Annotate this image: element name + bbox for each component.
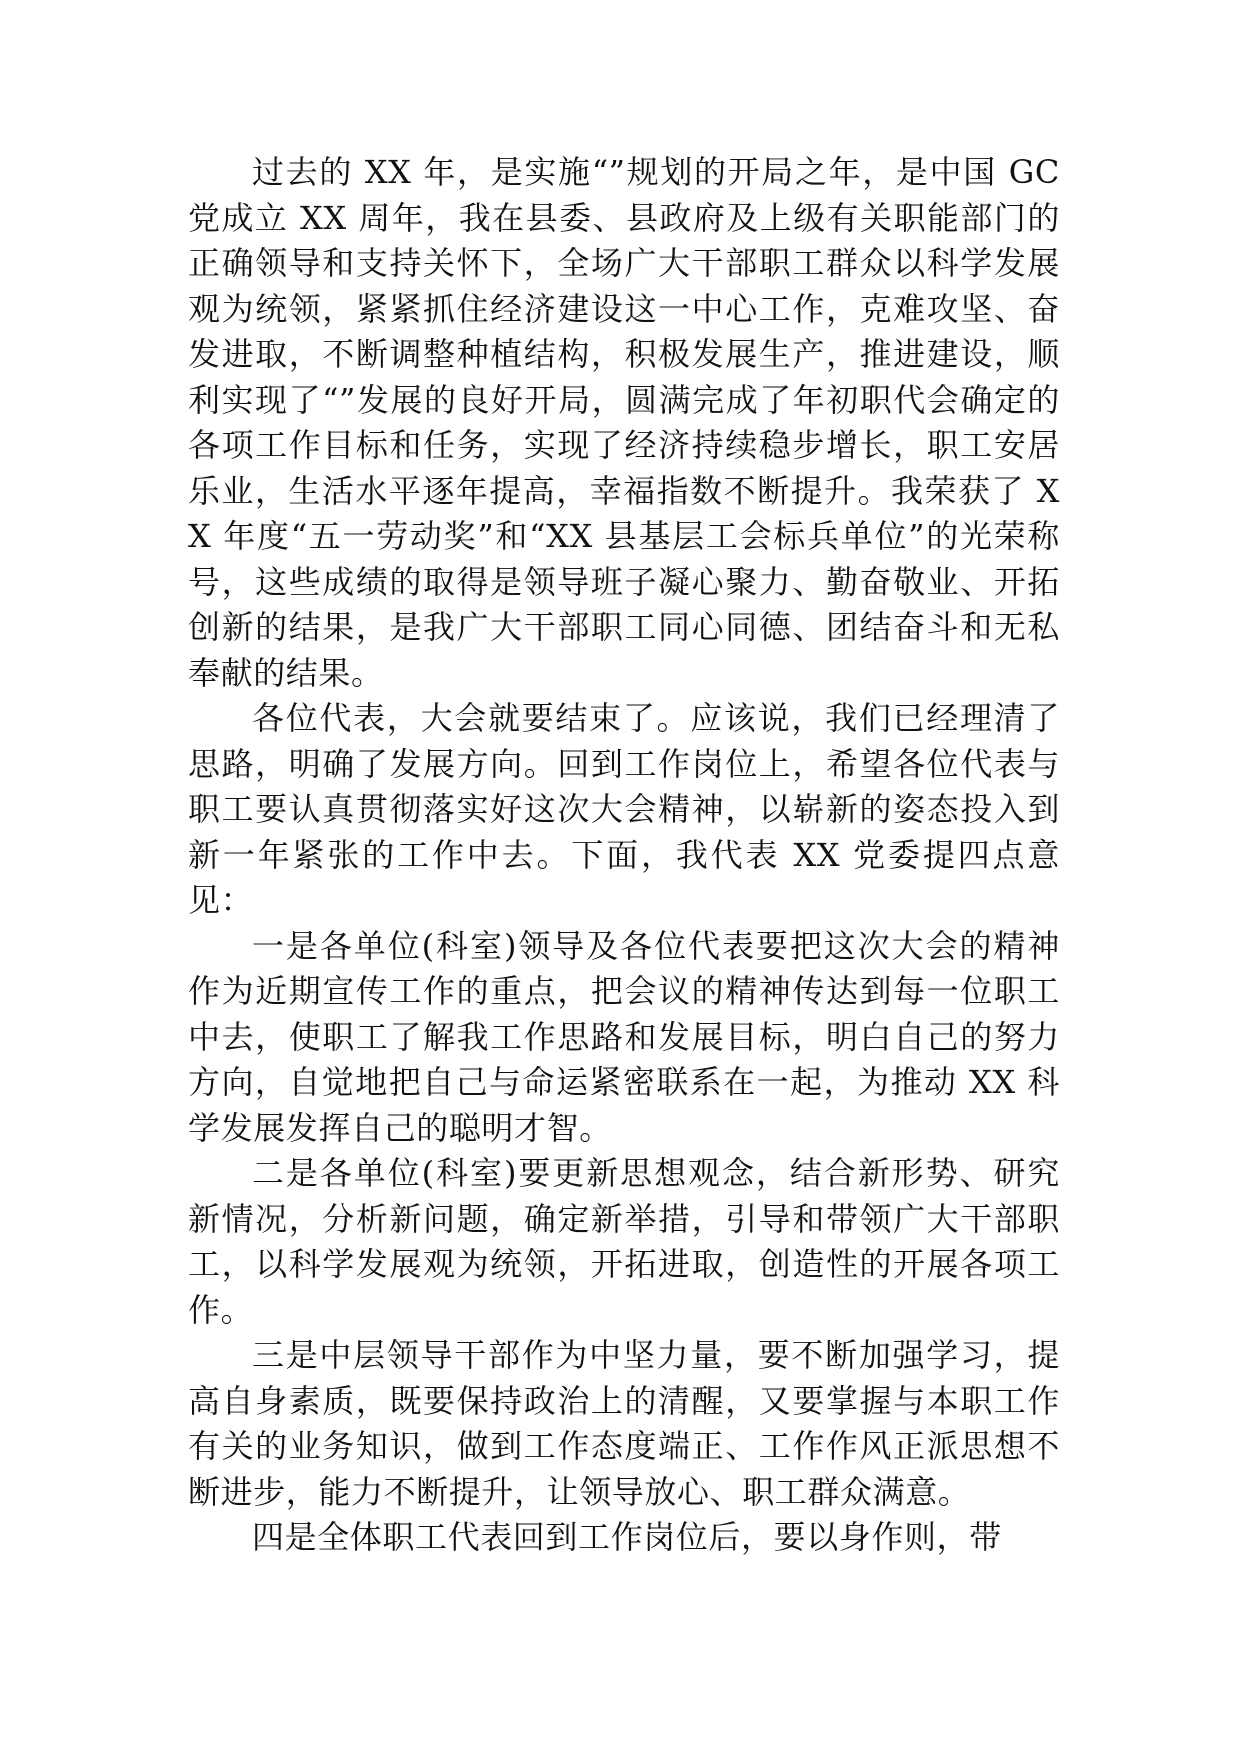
document-body <box>188 150 1060 1561</box>
paragraph-opinion-two: 二是各单位(科室)要更新思想观念，结合新形势、研究新情况，分析新问题，确定新举措，引导和带领广大干部职工，以科学发展观为统领，开拓进取，创造性的开展各项工作。 <box>188 1154 1060 1329</box>
paragraph-opinion-one: 一是各单位(科室)领导及各位代表要把这次大会的精神作为近期宣传工作的重点，把会议的精神传达到每一位职工中去，使职工了解我工作思路和发展目标，明白自己的努力方向，自觉地把自己与命运紧密联系在一起，为推动 XX 科学发展发挥自己的聪明才智。 <box>188 926 1060 1147</box>
paragraph-opinion-four: 四是全体职工代表回到工作岗位后，要以身作则，带 <box>252 1518 1002 1556</box>
paragraph-closing-remarks: 各位代表，大会就要结束了。应该说，我们已经理清了思路，明确了发展方向。回到工作岗位上，希望各位代表与职工要认真贯彻落实好这次大会精神，以崭新的姿态投入到新一年紧张的工作中去。下面，我代表 XX 党委提四点意见： <box>188 699 1060 919</box>
paragraph-achievements: 过去的 XX 年，是实施“”规划的开局之年，是中国 GC 党成立 XX 周年，我在县委、县政府及上级有关职能部门的正确领导和支持关怀下，全场广大干部职工群众以科学发展观为统领，紧紧抓住经济建设这一中心工作，克难攻坚、奋发进取，不断调整种植结构，积极发展生产，推进建设，顺利实现了“”发展的良好开局，圆满完成了年初职代会确定的各项工作目标和任务，实现了经济持续稳步增长，职工安居乐业，生活水平逐年提高，幸福指数不断提升。我荣获了 XX 年度“五一劳动奖”和“XX 县基层工会标兵单位”的光荣称号，这些成绩的取得是领导班子凝心聚力、勤奋敬业、开拓创新的结果，是我广大干部职工同心同德、团结奋斗和无私奉献的结果。 <box>188 153 1060 692</box>
paragraph-opinion-three: 三是中层领导干部作为中坚力量，要不断加强学习，提高自身素质，既要保持政治上的清醒，又要掌握与本职工作有关的业务知识，做到工作态度端正、工作作风正派思想不断进步，能力不断提升，让领导放心、职工群众满意。 <box>188 1336 1060 1511</box>
